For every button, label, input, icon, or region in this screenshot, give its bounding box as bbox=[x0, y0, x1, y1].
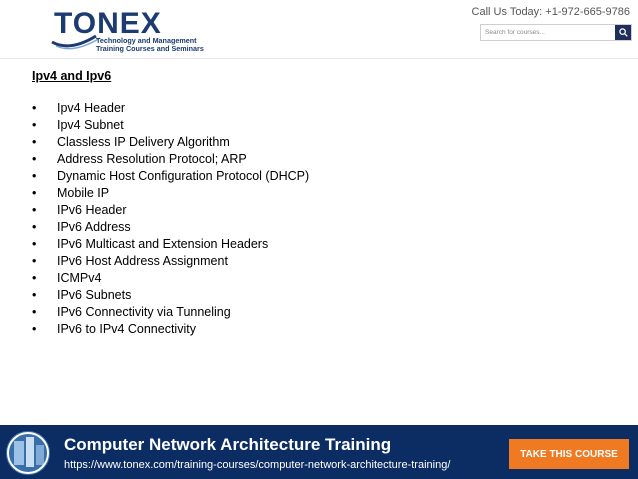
list-item bbox=[32, 117, 309, 134]
list-item-label: IPv6 Address bbox=[57, 220, 131, 234]
list-item bbox=[32, 202, 309, 219]
bullet-icon: • bbox=[32, 203, 37, 217]
list-item bbox=[32, 287, 309, 304]
list-item bbox=[32, 151, 309, 168]
bullet-icon: • bbox=[32, 135, 37, 149]
list-item-label: Mobile IP bbox=[57, 186, 110, 200]
topic-list bbox=[32, 100, 309, 338]
list-item bbox=[32, 219, 309, 236]
list-item bbox=[32, 168, 309, 185]
logo-tagline-1: Technology and Management bbox=[96, 36, 197, 45]
list-item bbox=[32, 270, 309, 287]
search-bar bbox=[480, 24, 632, 41]
network-illustration-icon bbox=[6, 431, 50, 475]
list-item-label: IPv6 Host Address Assignment bbox=[57, 254, 228, 268]
tonex-logo[interactable] bbox=[50, 4, 210, 52]
course-url-link[interactable]: https://www.tonex.com/training-courses/computer-network-architecture-training/ bbox=[64, 459, 451, 471]
bullet-icon: • bbox=[32, 118, 37, 132]
logo-tagline-2: Training Courses and Seminars bbox=[96, 44, 204, 53]
bullet-icon: • bbox=[32, 220, 37, 234]
search-input[interactable] bbox=[481, 25, 615, 40]
list-item-label: Classless IP Delivery Algorithm bbox=[57, 135, 230, 149]
list-item-label: ICMPv4 bbox=[57, 271, 102, 285]
list-item-label: Ipv4 Subnet bbox=[57, 118, 124, 132]
bullet-icon: • bbox=[32, 186, 37, 200]
bullet-icon: • bbox=[32, 254, 37, 268]
list-item bbox=[32, 236, 309, 253]
bullet-icon: • bbox=[32, 305, 37, 319]
list-item-label: Address Resolution Protocol; ARP bbox=[57, 152, 247, 166]
bullet-icon: • bbox=[32, 169, 37, 183]
bullet-icon: • bbox=[32, 288, 37, 302]
search-button[interactable] bbox=[615, 25, 631, 40]
search-icon bbox=[619, 28, 628, 37]
site-header bbox=[0, 0, 638, 58]
list-item-label: Dynamic Host Configuration Protocol (DHCP) bbox=[57, 169, 310, 183]
list-item bbox=[32, 304, 309, 321]
bullet-icon: • bbox=[32, 152, 37, 166]
list-item-label: IPv6 to IPv4 Connectivity bbox=[57, 322, 196, 336]
bullet-icon: • bbox=[32, 271, 37, 285]
list-item-label: IPv6 Header bbox=[57, 203, 127, 217]
take-course-button[interactable]: TAKE THIS COURSE bbox=[509, 439, 629, 469]
bullet-icon: • bbox=[32, 101, 37, 115]
header-divider bbox=[0, 58, 638, 59]
list-item bbox=[32, 134, 309, 151]
section-title: Ipv4 and Ipv6 bbox=[32, 69, 112, 83]
main-content bbox=[32, 68, 309, 338]
bullet-icon: • bbox=[32, 322, 37, 336]
list-item bbox=[32, 100, 309, 117]
list-item bbox=[32, 253, 309, 270]
footer-course-title: Computer Network Architecture Training bbox=[64, 435, 392, 454]
list-item-label: IPv6 Connectivity via Tunneling bbox=[57, 305, 231, 319]
list-item bbox=[32, 185, 309, 202]
bullet-icon: • bbox=[32, 237, 37, 251]
footer-thumbnail bbox=[6, 431, 50, 475]
list-item-label: IPv6 Multicast and Extension Headers bbox=[57, 237, 269, 251]
list-item bbox=[32, 321, 309, 338]
phone-number: Call Us Today: +1-972-665-9786 bbox=[471, 6, 630, 18]
logo-wordmark: TONEX bbox=[54, 7, 162, 40]
list-item-label: Ipv4 Header bbox=[57, 101, 126, 115]
list-item-label: IPv6 Subnets bbox=[57, 288, 132, 302]
